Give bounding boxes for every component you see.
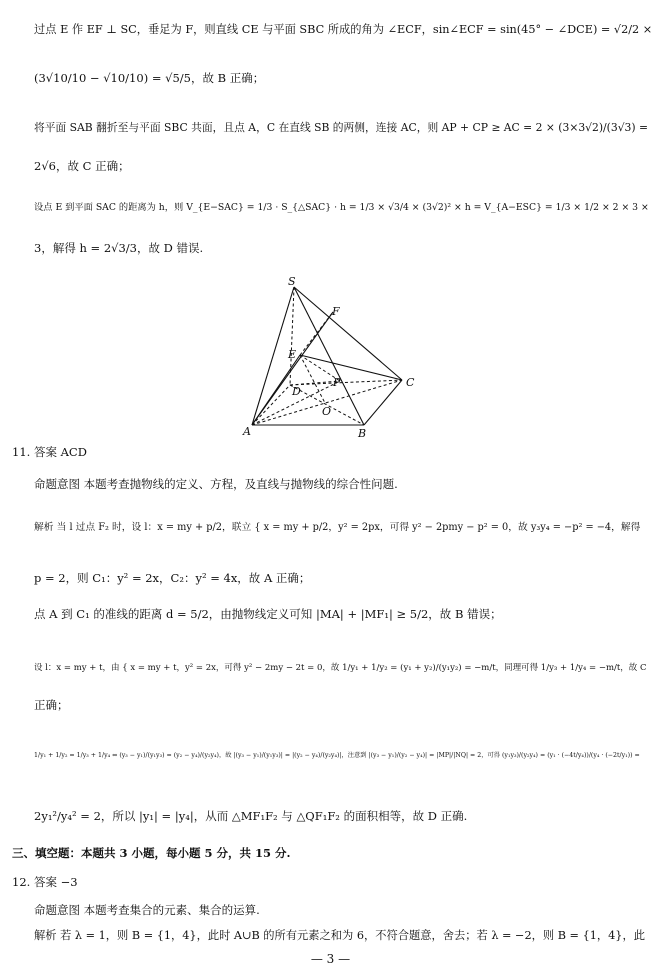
text-line-18: 命题意图 本题考查集合的元素、集合的运算. bbox=[34, 903, 260, 917]
label-A: A bbox=[243, 425, 251, 438]
text-line-6: 3，解得 h = 2√3/3，故 D 错误. bbox=[34, 241, 204, 255]
text-line-7: 11. 答案 ACD bbox=[12, 445, 87, 459]
text-line-2: (3√10/10 − √10/10) = √5/5，故 B 正确； bbox=[34, 71, 265, 85]
text-line-12: 设 l：x = my + t，由 { x = my + t，y² = 2x，可得 y² − 2my − 2t = 0，故 1/y₁ + 1/y₂ = (y₁ + y₂)/(y₁y₂) = −m/t，同理可得 1/y₃ + 1/y₄ = −m/t，故 C bbox=[34, 663, 647, 673]
text-line-13: 正确； bbox=[34, 698, 69, 712]
text-line-1: 过点 E 作 EF ⊥ SC，垂足为 F，则直线 CE 与平面 SBC 所成的角为 ∠ECF，sin∠ECF = sin(45° − ∠DCE) = √2/2 × bbox=[34, 23, 653, 36]
text-line-8: 命题意图 本题考查抛物线的定义、方程，及直线与抛物线的综合性问题. bbox=[34, 477, 398, 491]
label-D: D bbox=[292, 385, 301, 398]
text-line-9: 解析 当 l 过点 F₂ 时，设 l：x = my + p/2，联立 { x = my + p/2，y² = 2px，可得 y² − 2pmy − p² = 0，故 y₃y₄ = −p² = −4，解得 bbox=[34, 522, 641, 533]
text-line-14: 1/y₁ + 1/y₂ = 1/y₃ + 1/y₄ ⇔ (y₃ − y₁)/(y₁y₃) = (y₂ − y₄)/(y₂y₄)，故 |(y₃ − y₁)/(y₁y₃)| = |(y₂ − y₄)/(y₂y₄)|，注意到 |(y₃ − y₁)/(y₂ − y₄)| = |MP|/|NQ| = 2，可得 (y₁y₃)/(y₂y₄) = (y₁ · (−4t/y₄))/(y₄ · (−2t/y₁)) = bbox=[34, 752, 640, 759]
text-line-17: 12. 答案 −3 bbox=[12, 875, 78, 889]
text-line-10: p = 2，则 C₁：y² = 2x，C₂：y² = 4x，故 A 正确； bbox=[34, 571, 311, 585]
text-line-19: 解析 若 λ = 1，则 B = {1，4}，此时 A∪B 的所有元素之和为 6，不符合题意，舍去；若 λ = −2，则 B = {1，4}，此 bbox=[34, 929, 645, 942]
label-C: C bbox=[406, 376, 415, 389]
label-S: S bbox=[288, 275, 296, 288]
text-line-15: 2y₁²/y₄² = 2，所以 |y₁| = |y₄|，从而 △MF₁F₂ 与 △QF₁F₂ 的面积相等，故 D 正确. bbox=[34, 809, 468, 823]
section-heading: 三、填空题：本题共 3 小题，每小题 5 分，共 15 分. bbox=[12, 846, 291, 860]
text-line-5: 设点 E 到平面 SAC 的距离为 h，则 V_{E−SAC} = 1/3 · S_{△SAC} · h = 1/3 × √3/4 × (3√2)² × h = V_{A−ESC} = 1/3 × 1/2 × 2 × 3 × bbox=[34, 202, 649, 213]
text-line-3: 将平面 SAB 翻折至与平面 SBC 共面，且点 A，C 在直线 SB 的两侧，连接 AC，则 AP + CP ≥ AC = 2 × (3×3√2)/(3√3) = bbox=[34, 121, 649, 134]
geometry-figure bbox=[240, 275, 430, 441]
label-B: B bbox=[358, 427, 367, 440]
text-line-11: 点 A 到 C₁ 的准线的距离 d = 5/2，由抛物线定义可知 |MA| + |MF₁| ≥ 5/2，故 B 错误； bbox=[34, 607, 502, 621]
label-F: F bbox=[332, 305, 340, 318]
label-P: P bbox=[333, 376, 341, 389]
label-E: E bbox=[288, 348, 297, 361]
page-number: — 3 — bbox=[310, 952, 351, 966]
label-O: O bbox=[322, 405, 332, 418]
text-line-4: 2√6，故 C 正确； bbox=[34, 159, 130, 173]
